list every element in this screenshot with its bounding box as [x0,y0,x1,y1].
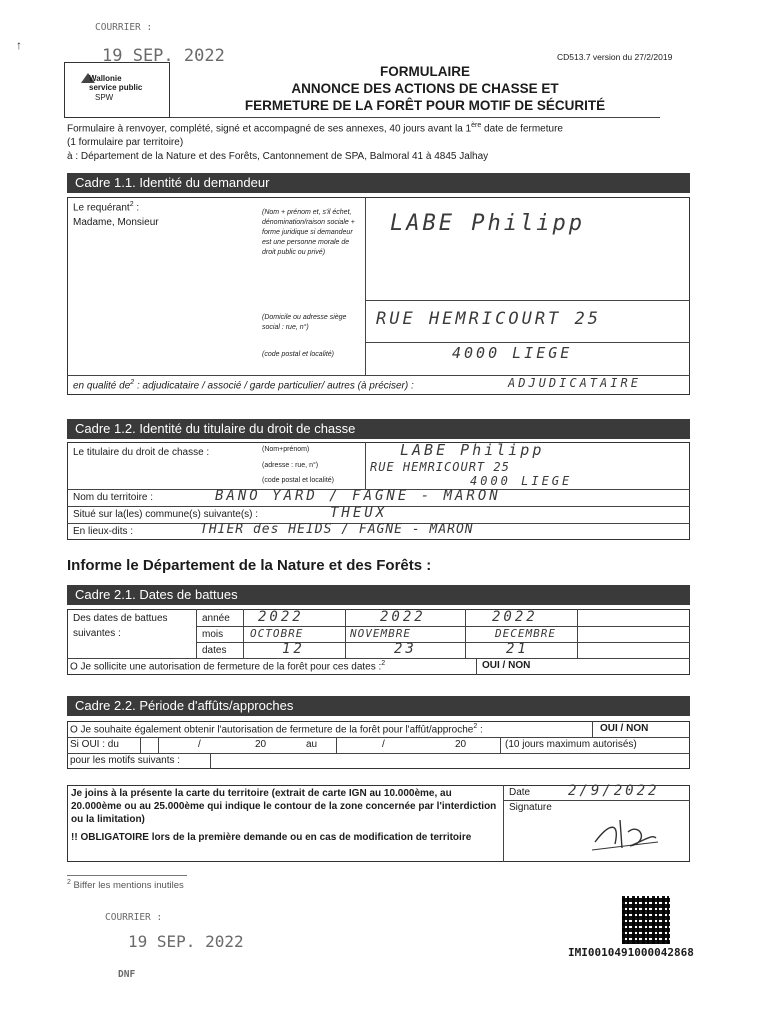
sollicite-divider [476,658,477,675]
value-lieuxdits[interactable]: THIER des HEIDS / FAGNE - MARON [200,522,474,537]
dates-divider-1 [196,609,197,658]
footnote-text: Biffer les mentions inutiles [73,880,184,892]
row-annee-label: année [202,613,230,624]
informe-heading: Informe le Département de la Nature et des Forêts : [67,557,432,574]
cadre-1-1-box [67,197,690,395]
souhaite-colon: : [477,724,483,736]
logo-line3: SPW [95,93,114,102]
title-line3: FERMETURE DE LA FORÊT POUR MOTIF DE SÉCURITÉ [244,98,606,113]
stamp-date-bottom: 19 SEP. 2022 [128,932,244,951]
hint-titulaire-nom: (Nom+prénom) [262,446,310,453]
affut-cell-sep-4 [500,737,501,753]
qr-code-icon [622,896,670,944]
affut-slash-2: / [382,739,385,750]
titulaire-label: Le titulaire du droit de chasse : [73,447,210,458]
stamp-dnf-bottom: DNF [118,969,136,980]
affut-row-line-1 [67,737,690,738]
qualite-sup: 2 [130,379,135,386]
hint-nom: (Nom + prénom et, s'il échet, dénomination/raison sociale + forme juridique si demandeur est une personne morale de droit public ou privé) [262,209,355,256]
barcode-text: IMI0010491000042868 [568,946,694,959]
territoire-label: Nom du territoire : [73,492,154,503]
commune-label: Situé sur la(les) commune(s) suivante(s) : [73,509,259,520]
value-cp-demandeur[interactable]: 4000 LIEGE [452,344,573,362]
cadre-2-1-heading: Cadre 2.1. Dates de battues [67,585,690,605]
signature-label: Signature [509,802,552,813]
stamp-date-top: 19 SEP. 2022 [102,46,225,66]
mois-2[interactable]: NOVEMBRE [350,627,411,640]
sollicite-sup: 2 [381,660,386,667]
logo-line2: service public [89,83,143,92]
requerant-label [73,201,139,213]
souhaite-line [70,723,483,735]
dates-row-line-3 [67,658,690,659]
value-date-signature[interactable]: 2/9/2022 [568,783,660,799]
affut-oui-non[interactable]: OUI / NON [600,723,649,734]
value-commune[interactable]: THEUX [330,505,388,521]
signature-mark [590,812,660,852]
stamp-courrier-bottom: COURRIER : [105,912,163,923]
dates-divider-4 [465,609,466,658]
value-rue-demandeur[interactable]: RUE HEMRICOURT 25 [376,309,601,329]
affut-au: au [306,739,318,750]
value-nom-titulaire[interactable]: LABE Philipp [400,441,545,459]
affut-year-1[interactable]: 20 [255,739,267,750]
form-version: CD513.7 version du 27/2/2019 [557,52,673,62]
dates-divider-5 [577,609,578,658]
souhaite-text[interactable]: O Je souhaite également obtenir l'autorisation de fermeture de la forêt pour l'affût/approche [70,724,474,736]
date-2[interactable]: 23 [394,641,417,657]
hint-titulaire-adresse: (adresse : rue, n°) [262,462,319,469]
dates-label-2: suivantes : [73,628,121,639]
requerant-colon: : [133,202,140,214]
affut-year-2[interactable]: 20 [455,739,467,750]
footnote [67,879,184,891]
row-mois-label: mois [202,629,224,640]
logo-line1: Wallonie [89,74,122,83]
joins-divider [503,785,504,862]
sollicite-line [70,660,385,672]
row-dates-label: dates [202,645,227,656]
cadre-1-1-divider [365,197,366,375]
intro-sup: ère [471,122,482,129]
header-underline [170,117,660,118]
value-cp-titulaire[interactable]: 4000 LIEGE [470,474,573,488]
dates-row-line-2 [196,642,690,643]
value-territoire[interactable]: BANO YARD / FAGNE - MARON [215,488,501,504]
joins-text: Je joins à la présente la carte du territoire (extrait de carte IGN au 10.000ème, au 20.000ème ou au 25.000ème qui indique le contour de la zone concernée par l'interdiction ou la limitation) [71,788,497,825]
cadre-1-2-heading: Cadre 1.2. Identité du titulaire du droit de chasse [67,419,690,439]
requerant-sup: 2 [129,201,134,208]
date-divider [503,800,690,801]
stamp-courrier-top: COURRIER : [95,22,153,33]
affut-cell-sep-1 [140,737,141,753]
value-rue-titulaire[interactable]: RUE HEMRICOURT 25 [370,460,510,474]
affut-cell-sep-3 [336,737,337,753]
sollicite-text[interactable]: O Je sollicite une autorisation de fermeture de la forêt pour ces dates : [70,661,382,673]
footnote-rule [67,875,187,876]
souhaite-sup: 2 [473,723,478,730]
value-qualite[interactable]: ADJUDICATAIRE [508,376,641,390]
hint-cp: (code postal et localité) [262,351,334,358]
hint-domicile: (Domicile ou adresse siège social : rue, n°) [262,314,347,331]
qualite-label: en qualité de [73,380,131,392]
affut-slash-1: / [198,739,201,750]
mois-3[interactable]: DECEMBRE [495,627,556,640]
mois-1[interactable]: OCTOBRE [250,627,304,640]
joins-obligatoire: !! OBLIGATOIRE lors de la première demande ou en cas de modification de territoire [71,832,472,843]
civilite-options[interactable]: Madame, Monsieur [73,217,159,228]
sollicite-oui-non[interactable]: OUI / NON [482,660,531,671]
date-1[interactable]: 12 [282,641,305,657]
qualite-line [73,379,414,391]
dates-divider-2 [243,609,244,658]
hint-titulaire-cp: (code postal et localité) [262,477,334,484]
date-3[interactable]: 21 [506,641,529,657]
lieuxdits-label: En lieux-dits : [73,526,134,537]
dates-label-1: Des dates de battues [73,613,168,624]
affut-divider [592,721,593,737]
affut-row-line-2 [67,753,690,754]
motifs-divider [210,753,211,769]
divider-rue [365,342,690,343]
date-label: Date [509,787,531,798]
intro-line1 [67,122,727,134]
annee-2[interactable]: 2022 [380,609,426,625]
annee-1[interactable]: 2022 [258,609,304,625]
annee-3[interactable]: 2022 [492,609,538,625]
title-line2: ANNONCE DES ACTIONS DE CHASSE ET [291,81,559,96]
sioui-label: Si OUI : du [70,739,119,750]
cadre-1-2-divider [365,442,366,489]
divider-nom [365,300,690,301]
intro-line1b: date de fermeture [481,123,563,135]
logo-box [64,62,170,118]
intro-line3: à : Département de la Nature et des Forêts, Cantonnement de SPA, Balmoral 41 à 4845 Jalhay [67,151,489,162]
cadre-1-1-heading: Cadre 1.1. Identité du demandeur [67,173,690,193]
footnote-sup: 2 [67,879,71,886]
intro-line1a: Formulaire à renvoyer, complété, signé et accompagné de ses annexes, 40 jours avant la 1 [67,123,472,135]
intro-line2: (1 formulaire par territoire) [67,137,184,148]
value-nom-demandeur[interactable]: LABE Philipp [390,211,585,236]
cadre-2-2-heading: Cadre 2.2. Période d'affûts/approches [67,696,690,716]
motifs-label: pour les motifs suivants : [70,755,181,766]
dates-divider-3 [345,609,346,658]
requerant-text: Le requérant [73,202,130,214]
affut-cell-sep-2 [158,737,159,753]
affut-max: (10 jours maximum autorisés) [505,739,637,750]
punch-mark: ↑ [16,38,22,52]
qualite-options[interactable]: : adjudicataire / associé / garde particulier/ autres (à préciser) : [134,380,414,392]
title-line1: FORMULAIRE [380,64,470,79]
